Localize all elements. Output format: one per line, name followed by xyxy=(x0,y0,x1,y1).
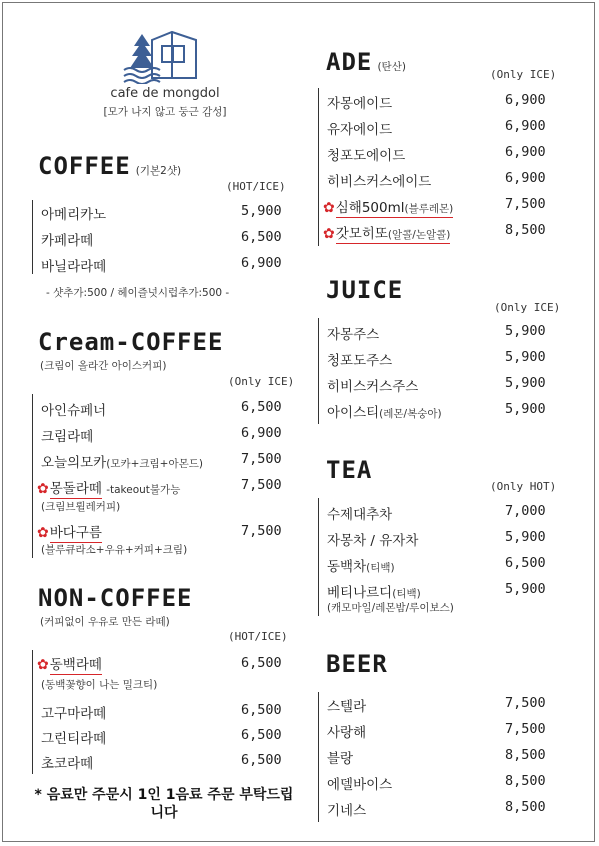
menu-item xyxy=(37,477,180,497)
menu-item-name: 초코라떼 xyxy=(41,756,94,772)
ade-list xyxy=(318,88,581,246)
menu-item-name: 동백차 xyxy=(327,559,367,575)
menu-item-detail: (알콜/논알콜) xyxy=(387,229,451,241)
menu-item-price: 6,900 xyxy=(241,255,282,271)
menu-item-price: 6,900 xyxy=(241,425,282,441)
menu-item-price: 7,500 xyxy=(241,451,282,467)
menu-item-price: 8,500 xyxy=(505,747,546,763)
menu-item-detail: (티백) xyxy=(392,588,421,600)
menu-item-price: 5,900 xyxy=(505,349,546,365)
menu-item-name: 수제대추차 xyxy=(327,507,393,523)
menu-item-name: 몽돌라떼 xyxy=(49,481,102,497)
menu-item-price: 8,500 xyxy=(505,222,546,238)
menu-item-name: 동백라떼 xyxy=(49,657,102,673)
menu-item-price: 7,500 xyxy=(505,196,546,212)
juice-list xyxy=(318,318,581,424)
menu-item-name: 사랑해 xyxy=(327,725,367,741)
menu-item xyxy=(323,196,453,216)
tea-title: TEA xyxy=(326,456,373,484)
menu-item-price: 6,500 xyxy=(241,229,282,245)
red-star-icon: ✿ xyxy=(37,657,49,673)
ade-temp-header: (Only ICE) xyxy=(490,68,557,81)
menu-item-name: 바다구름 xyxy=(49,525,102,541)
noncoffee-subtitle: (커피없이 우유로 만든 라떼) xyxy=(40,616,170,628)
menu-item-name: 유자에이드 xyxy=(327,122,393,138)
menu-item xyxy=(323,222,450,242)
menu-item-price: 7,500 xyxy=(241,477,282,493)
red-star-icon: ✿ xyxy=(37,525,49,541)
menu-item-price: 7,500 xyxy=(505,721,546,737)
menu-item-name: 히비스커스주스 xyxy=(327,379,419,395)
menu-item-price: 6,500 xyxy=(505,555,546,571)
red-star-icon: ✿ xyxy=(37,481,49,497)
coffee-heading xyxy=(38,152,181,180)
menu-item-price: 7,000 xyxy=(505,503,546,519)
red-star-icon: ✿ xyxy=(323,200,335,216)
menu-item-name: 오늘의모카 xyxy=(41,455,107,471)
menu-item-price: 5,900 xyxy=(505,375,546,391)
coffee-list xyxy=(32,200,303,274)
menu-item-price: 6,500 xyxy=(241,727,282,743)
brand-name: cafe de mongdol xyxy=(110,86,220,101)
menu-item-name: 기네스 xyxy=(327,803,367,819)
coffee-title: COFFEE xyxy=(38,152,131,180)
menu-item-name: 아이스티 xyxy=(327,405,380,421)
menu-item-name: 아인슈페너 xyxy=(41,403,107,419)
menu-item-price: 6,500 xyxy=(241,655,282,671)
noncoffee-temp-header: (HOT/ICE) xyxy=(228,630,288,643)
menu-item-description: (동백꽃향이 나는 밀크티) xyxy=(41,679,158,691)
menu-item-price: 6,900 xyxy=(505,144,546,160)
menu-item-description: (캐모마일/레몬밤/루이보스) xyxy=(327,602,454,614)
menu-item xyxy=(327,581,421,601)
menu-item-name: 갓모히또 xyxy=(335,226,388,242)
menu-item-name: 바닐라라떼 xyxy=(41,259,107,275)
menu-item-name: 아메리카노 xyxy=(41,207,107,223)
menu-item-detail: (모카+크림+아몬드) xyxy=(106,458,204,470)
tea-temp-header: (Only HOT) xyxy=(490,480,557,493)
menu-item-price: 6,900 xyxy=(505,170,546,186)
juice-title: JUICE xyxy=(326,276,404,304)
menu-item-price: 5,900 xyxy=(241,203,282,219)
menu-item-description: (블루큐라소+우유+커피+크림) xyxy=(41,544,188,556)
menu-item-price: 6,900 xyxy=(505,92,546,108)
menu-item-price: 7,500 xyxy=(241,523,282,539)
menu-item-name: 청포도주스 xyxy=(327,353,393,369)
coffee-subtitle: (기본2샷) xyxy=(135,165,182,177)
menu-item-price: 7,500 xyxy=(505,695,546,711)
house-tree-wave-logo xyxy=(122,30,204,84)
noncoffee-title: NON-COFFEE xyxy=(38,584,193,612)
menu-item-name: 스텔라 xyxy=(327,699,367,715)
menu-item-price: 6,500 xyxy=(241,702,282,718)
order-notice: * 음료만 주문시 1인 1음료 주문 부탁드립니다 xyxy=(34,787,294,821)
juice-temp-header: (Only ICE) xyxy=(494,301,561,314)
menu-item-price: 6,500 xyxy=(241,752,282,768)
tea-list xyxy=(318,498,581,616)
menu-item-name: 청포도에이드 xyxy=(327,148,406,164)
menu-item-price: 8,500 xyxy=(505,773,546,789)
menu-item-name: 블랑 xyxy=(327,751,354,767)
menu-item-price: 5,900 xyxy=(505,323,546,339)
menu-item xyxy=(37,521,102,541)
cream-title: Cream-COFFEE xyxy=(38,328,224,356)
menu-item-detail: (레몬/복숭아) xyxy=(379,408,442,420)
noncoffee-list xyxy=(32,650,303,774)
menu-item-price: 8,500 xyxy=(505,799,546,815)
menu-item-name: 심해500ml xyxy=(335,200,405,216)
menu-item-detail: (티백) xyxy=(366,562,395,574)
menu-item-name: 자몽에이드 xyxy=(327,96,393,112)
brand-tagline: [모가 나지 않고 둥근 감성] xyxy=(103,106,227,118)
coffee-addon-note: - 샷추가:500 / 헤이즐넛시럽추가:500 - xyxy=(46,287,230,299)
cream-subtitle: (크림이 올라간 아이스커피) xyxy=(40,360,167,372)
menu-item-description: (크림브륄레커피) xyxy=(41,501,121,513)
menu-item-name: 크림라떼 xyxy=(41,429,94,445)
menu-item xyxy=(327,401,442,421)
menu-item xyxy=(37,653,102,673)
menu-item-name: 그린티라떼 xyxy=(41,731,107,747)
menu-item-name: 카페라떼 xyxy=(41,233,94,249)
menu-item xyxy=(327,555,395,575)
menu-item-name: 베티나르디 xyxy=(327,585,393,601)
menu-item-name: 에델바이스 xyxy=(327,777,393,793)
menu-item-detail: (블루레몬) xyxy=(404,203,454,215)
menu-item-price: 5,900 xyxy=(505,529,546,545)
menu-item-name: 고구마라떼 xyxy=(41,706,107,722)
beer-title: BEER xyxy=(326,650,388,678)
menu-item xyxy=(41,451,203,471)
ade-heading xyxy=(326,48,406,76)
menu-item-price: 5,900 xyxy=(505,401,546,417)
ade-title: ADE xyxy=(326,48,373,76)
beer-list xyxy=(318,692,581,822)
menu-item-price: 6,900 xyxy=(505,118,546,134)
menu-item-name: 자몽차 / 유자차 xyxy=(327,533,419,549)
coffee-temp-header: (HOT/ICE) xyxy=(226,180,286,193)
menu-item-detail: -takeout불가능 xyxy=(106,484,181,496)
ade-subtitle: (탄산) xyxy=(377,61,406,73)
menu-item-name: 자몽주스 xyxy=(327,327,380,343)
menu-item-name: 히비스커스에이드 xyxy=(327,174,432,190)
red-star-icon: ✿ xyxy=(323,226,335,242)
menu-item-price: 6,500 xyxy=(241,399,282,415)
menu-item-price: 5,900 xyxy=(505,581,546,597)
cream-list xyxy=(32,394,303,558)
cream-temp-header: (Only ICE) xyxy=(228,375,295,388)
